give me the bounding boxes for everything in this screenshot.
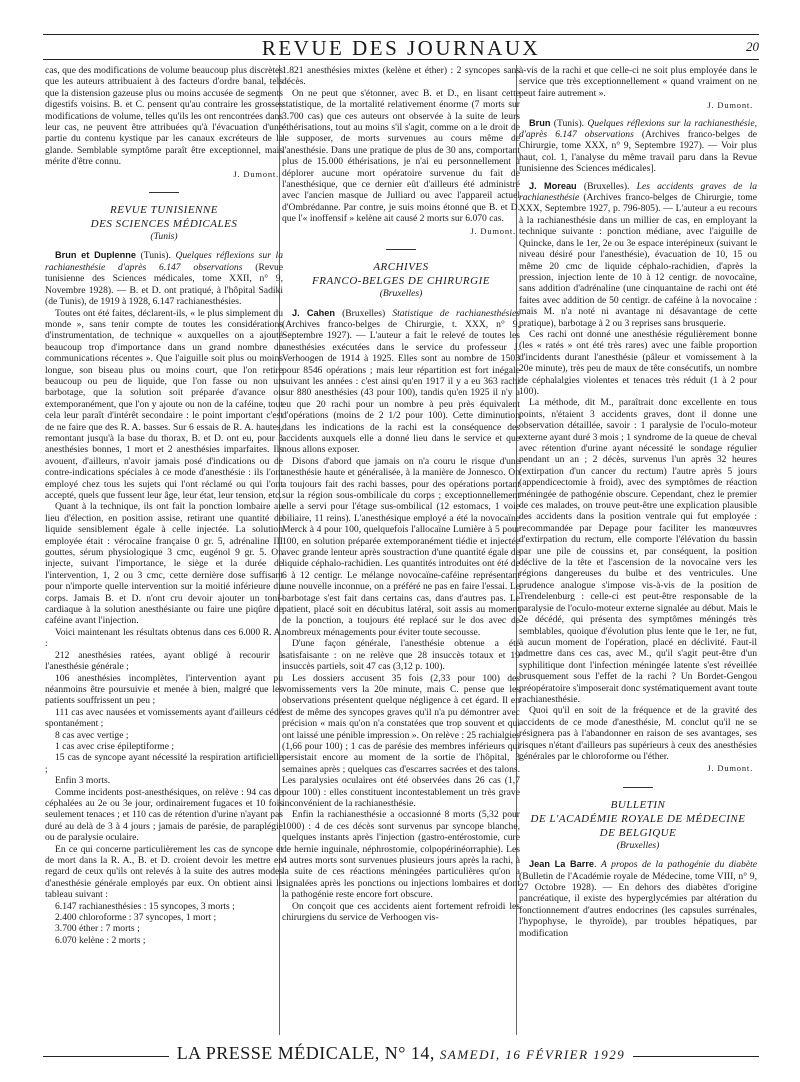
author-signature: J. Dumont. [707, 763, 753, 774]
section-location: (Bruxelles) [616, 839, 660, 851]
article-reference: (Archives franco-belges de Chirurgie, tome XXX, Septembre 1927, p. 796-805). — L'auteur a eu recours à la rachianesthésie dans un millier de cas, en employant la technique suivante : ponction médiane, avec l'aiguille de Quincke, dans le 1er, 2e ou 3e espace interépineux (suivant le niveau désiré pour l'anesthésie), évacuation de 10, 15 ou même 20 cmc de liquide céphalo-rachidien, d'après la pression, injection lente de 10 à 12 centigr. de novocaïne, sans addition d'adrénaline (une cinquantaine de rachi ont été faites avec addition de 50 centigr. de caféine à la novocaïne : mais M. n'a noté ni avantage ni désavantage de cette pratique), barbotage à 2 ou 3 reprises sans brusquerie. [519, 192, 757, 329]
paragraph: Voici maintenant les résultats obtenus dans ces 6.000 R. A. : [45, 626, 283, 650]
paragraph: 212 anesthésies ratées, ayant obligé à recourir à l'anesthésie générale ; [45, 649, 283, 673]
article-reference: (Bulletin de l'Académie royale de Médecine, tome VIII, n° 9, 27 Octobre 1928). — En dehors des diabètes d'origine pancréatique, il existe des hyperglycémies par altération du fonctionnement d'autres endocrines (les capsules surrénales, l'hypophyse, le thyroïde), par troubles hépatiques, par modification [519, 870, 757, 939]
section-heading: BULLETIN [610, 798, 666, 811]
paragraph: On ne peut que s'étonner, avec B. et D., en lisant cette statistique, de la mortalité relativement énorme (7 morts sur 3.700 cas) que ces auteurs ont observée à la suite de leurs éthérisations, tout au moins s'il s'agit, comme on a le droit de le supposer, de morts survenues au cours même de l'anesthésie. Dans une pratique de plus de 30 ans, comportant plus de 15.000 éthérisations, je n'ai eu personnellement à déplorer aucune mort opératoire survenue du fait de l'anesthésique, que ce dernier eût d'ailleurs été administré avec l'ancien masque de Julliard ou avec l'appareil actuel d'Ombrédanne. Par contre, je suis moins étonné que B. et D. que l'« inoffensif » kelène ait causé 2 morts sur 6.070 cas. [282, 87, 520, 225]
article-abstract [519, 118, 757, 175]
section-heading-line-3: DE BELGIQUE [599, 826, 677, 839]
paragraph: Enfin 3 morts. [55, 775, 111, 787]
article-title: Quelques réflexions sur la rachianesthésie, d'après 6.147 observations [519, 117, 757, 141]
section-location: (Bruxelles) [379, 288, 423, 300]
section-location: (Tunis) [150, 231, 178, 243]
section-heading-line-2: FRANCO-BELGES DE CHIRURGIE [312, 275, 490, 288]
footer-journal: LA PRESSE MÉDICALE, N° 14, [176, 1043, 435, 1063]
section-separator [386, 249, 416, 250]
paragraph: Enfin la rachianesthésie a occasionné 8 morts (5,32 pour 1000) : 4 de ces décès sont survenus par syncope blanche, quelques instants après l'injection (gastro-entérostomie, cure de hernie inguinale, néphrostomie, colpopérinéorraphie). Les 4 autres morts sont survenues plusieurs jours après la rachi, à la suite de ces réactions méningées particulières qu'on a signalées après les ponctions ou injections lombaires et dont la pathogénie reste encore fort obscure. [282, 809, 520, 901]
paragraph: Disons d'abord que jamais on n'a couru le risque d'une anesthésie haute et généralisée, à la manière de Jonnesco. On a toujours fait des rachi basses, pour des opérations portant sur la région sous-ombilicale du corps ; exceptionnellement elle a servi pour l'étage sus-ombilical (12 estomacs, 1 voie biliaire, 11 reins). L'anesthésique employé a été la novocaïne Merck à 4 pour 100, quelquefois l'allocaïne Lumière à 5 pour 100, en solution préparée extemporanément tiédie et injectée avec grande lenteur après soustraction d'une quantité égale de liquide céphalo-rachidien. Les quantités introduites ont été de 6 à 12 centigr. Le mélange novocaïne-caféine représentant une nouvelle inconnue, on a préféré ne pas en faire l'essai. Le barbotage s'est fait dans certains cas, dans d'autres pas. Le patient, placé soit en décubitus latéral, soit assis au moment de la ponction, a toujours été replacé sur le dos avec de nombreux ménagements pour éviter toute secousse. [282, 455, 520, 638]
table-line: 3.700 éther : 7 morts ; [55, 923, 140, 935]
section-heading: REVUE TUNISIENNE [110, 204, 218, 217]
header-bottom-rule [43, 59, 759, 60]
table-line: 2.400 chloroforme : 37 syncopes, 1 mort ; [55, 912, 217, 924]
article-place: . [594, 859, 601, 871]
article-reference: (Archives franco-belges de Chirurgie, t. XXX, n° 9, Septembre 1927). — L'auteur a fait le relevé de toutes les anesthésies exécutées dans le service du professeur J. Verhoogen de 1914 à 1925. Elles sont au nombre de 1503 pour 8546 opérations ; mais leur répartition est fort inégale suivant les années : c'est ainsi qu'en 1917 il y a eu 363 rachi sur 880 anesthésies (43 pour 100), tandis qu'en 1925 il n'y a eu que 20 rachi pour un nombre à peu près équivalent d'opérations (moins de 2 1/2 pour 100). Cette diminution dans les indications de la rachi est la conséquence des accidents auxquels elle a donné lieu dans le service et que nous allons exposer. [282, 318, 520, 456]
section-separator [623, 787, 653, 788]
paragraph: Quoi qu'il en soit de la fréquence et de la gravité des accidents de ce mode d'anesthésie, M. conclut qu'il ne se résignera pas à l'abandonner en raison de ses avantages, ses risques n'étant d'ailleurs pas supérieurs à ceux des anesthésies générales par le chloroforme ou l'éther. [519, 705, 757, 762]
paragraph: En ce qui concerne particulièrement les cas de syncope et de mort dans la R. A., B. et D. croient devoir les mettre en regard de ceux qu'ils ont relevés à la suite des autres modes d'anesthésie générale employés par eux. On obtient ainsi le tableau suivant : [45, 843, 283, 901]
page-number: 20 [746, 39, 759, 54]
column-2 [282, 65, 520, 1035]
article-title: Quelques réflexions sur la rachianesthésie d'après 6.147 observations [45, 250, 283, 273]
paragraph: D'une façon générale, l'anesthésie obtenue a été satisfaisante : on ne relève que 28 insuccès totaux et 19 insuccès partiels, soit 47 cas (3,12 p. 100). [282, 638, 520, 673]
paragraph: Ces rachi ont donné une anesthésie régulièrement bonne (les « ratés » ont été très rares) avec une faible proportion d'incidents durant l'anesthésie (pâleur et vomissement à la 20e minute), très peu de maux de tête consécutifs, un nombre de céphalalgies violentes et tenaces très réduit (1 à 2 pour 100). [519, 328, 757, 397]
section-heading-line-2: DE L'ACADÉMIE ROYALE DE MÉDECINE [530, 812, 746, 825]
journal-section-title: REVUE DES JOURNAUX [261, 36, 541, 60]
author-signature: J. Dumont. [470, 225, 516, 236]
paragraph: Les dossiers accusent 35 fois (2,33 pour 100) des vomissements vers la 20e minute, mais C. pense que les observations présentent quelque négligence à cet égard. Il en est de même des syncopes graves qu'il n'a pu démontrer avec précision « mais qu'on n'a constatées que trop souvent et qui ont laissé une pénible impression ». On relève : 25 rachialgies (1,66 pour 100) ; 1 cas de parésie des membres inférieurs qui persistait encore au moment de la sortie de l'hôpital, 3 semaines après ; quelques cas d'escarres sacrées et des talons. Les paralysies oculaires ont été observées dans 26 cas (1,7 pour 100) : elles constituent incontestablement un très grave inconvénient de la rachianesthésie. [282, 672, 520, 809]
article-title: Statistique de rachianesthésies [392, 307, 520, 319]
paragraph: La méthode, dit M., paraîtrait donc excellente en tous points, n'étaient 3 accidents graves, dont il donne une observation détaillée, savoir : 1 paralysie de l'oculo-moteur externe ayant duré 3 mois ; 1 syndrome de la queue de cheval avec rétention d'urine ayant nécessité le sondage régulier pendant un an ; 2 décès, survenus l'un après 32 heures (extirpation d'un cancer du rectum) l'autre après 5 jours (appendicectomie à froid), avec des symptômes de réaction méningée de pathogénie obscure. Cependant, chez le premier de ces malades, on trouve peut-être une explication plausible des accidents dans la position ventrale qui fut employée : recommandée par Depage pour faciliter les manœuvres d'extirpation du rectum, elle comporte l'élévation du bassin par une pile de coussins et, par conséquent, la position déclive de la tête et l'ascension de la novocaïne vers les régions dangereuses du bulbe et des ventricules. Une prudence analogue s'impose vis-à-vis de la position de Trendelenburg : celle-ci est peut-être responsable de la paralysie de l'oculo-moteur externe signalée au début. Mais le 2e décédé, qui présenta des symptômes méningés très semblables, quoique d'évolution plus lente que le 1er, ne fut, à aucun moment de l'opération, placé en déclivité. Faut-il admettre dans ces cas, avec M., qu'il s'agit peut-être d'un syphilitique dont l'infection méningée latente s'est réveillée brusquement sous l'effet de la rachi ? Un Bordet-Gengou préopératoire s'imposerait donc systématiquement avant toute rachianesthésie. [519, 397, 757, 705]
article-place: (Bruxelles) [334, 307, 393, 319]
table-line: 6.070 kelène : 2 morts ; [55, 934, 146, 946]
paragraph: On conçoit que ces accidents aient fortement refroidi les chirurgiens du service de Verhoogen vis- [282, 900, 520, 924]
paragraph: à-vis de la rachi et que celle-ci ne soit plus employée dans le service que très exceptionnellement « quand vraiment on ne peut faire autrement ». [519, 65, 757, 99]
section-heading-line-2: DES SCIENCES MÉDICALES [90, 218, 238, 231]
section-heading: ARCHIVES [373, 261, 429, 274]
article-authors: Jean La Barre [529, 859, 595, 870]
paragraph: Quant à la technique, ils ont fait la ponction lombaire au lieu d'élection, en position assise, retirant une quantité de liquide sensiblement égale à celle injectée. La solution employée était : vérocaïne française 0 gr. 5, adrénaline III gouttes, sérum physiologique 3 cmc, eugénol 9 gr. 5. On injecte, suivant l'importance, le siège et la durée de l'intervention, 1, 2 ou 3 cmc, cette dernière dose suffisant pour n'importe quelle intervention sur la moitié inférieure du corps. Jamais B. et D. n'ont cru devoir ajouter un toni-cardiaque à la solution anesthésiante ou faire une piqûre de caféine avant l'injection. [45, 501, 283, 627]
article-abstract [45, 250, 283, 307]
paragraph: 1.821 anesthésies mixtes (kelène et éther) : 2 syncopes sans décès. [282, 65, 520, 88]
article-authors: Brun et Duplenne [55, 250, 136, 261]
article-title: Les accidents graves de la rachianesthésie [519, 180, 757, 204]
article-place: (Tunis). [550, 117, 588, 129]
article-reference: (Revue tunisienne des Sciences médicales, tome XXII, n° 9, Novembre 1928). — B. et D. ont pratiqué, à l'hôpital Sadiki (de Tunis), de 1919 à 1928, 6.147 rachianesthésies. [45, 261, 283, 308]
paragraph: 15 cas de syncope ayant nécessité la respiration artificielle ; [45, 752, 283, 775]
article-abstract [519, 181, 757, 329]
article-abstract [519, 859, 757, 939]
section-separator [149, 192, 179, 193]
author-signature: J. Dumont. [707, 100, 753, 111]
footer-text [43, 1043, 759, 1064]
paragraph: cas, que des modifications de volume beaucoup plus discrètes que les auteurs attribuaient à des facteurs d'ordre banal, tels que la distension gazeuse plus ou moins accusée de segments digestifs voisins. B. et C. pensent qu'au contraire les grosses modifications de volume, telles qu'ils les ont rencontrées dans leur cas, ne peuvent être attribuées qu'à l'évacuation d'une partie du contenu kystique par les canaux excréteurs de la glande. Semblable symptôme paraît être exceptionnel, mais mérite d'être connu. [45, 65, 283, 168]
page-footer [43, 1040, 759, 1070]
paragraph: 1 cas avec crise épileptiforme ; [55, 740, 175, 752]
footer-date: SAMEDI, 16 FÉVRIER 1929 [439, 1047, 626, 1062]
paragraph: 8 cas avec vertige ; [55, 729, 129, 741]
article-place: (Bruxelles). [576, 180, 637, 192]
footer-inner [169, 1043, 634, 1064]
paragraph: 111 cas avec nausées et vomissements ayant d'ailleurs cédé spontanément ; [45, 706, 283, 730]
article-title: A propos de la pathogénie du diabète [600, 859, 757, 871]
paragraph: Comme incidents post-anesthésiques, on relève : 94 cas de céphalées au 2e ou 3e jour, ordinairement fugaces et 10 fois seulement tenaces ; et 110 cas de rétention d'urine n'ayant pas duré au delà de 3 à 4 jours ; jamais de parésie, de paraplégie ou de paralysie oculaire. [45, 786, 283, 844]
article-reference: (Archives franco-belges de Chirurgie, tome XXX, n° 9, Septembre 1927). — Voir plus haut, col. 1, l'analyse du même travail paru dans la Revue tunisienne des Sciences médicales]. [519, 129, 757, 175]
column-1 [45, 65, 283, 1035]
paragraph: 106 anesthésies incomplètes, l'intervention ayant pu néanmoins être poursuivie et menée à bien, malgré que les patients souffrissent un peu ; [45, 672, 283, 707]
article-place: (Tunis). [135, 250, 176, 262]
article-abstract [282, 308, 520, 456]
page-header [43, 30, 759, 60]
paragraph: Toutes ont été faites, déclarent-ils, « le plus simplement du monde », sans tenir compte de toutes les considérations d'instrumentation, de technique « auxquelles on a ajouté beaucoup trop d'importance dans un grand nombre de communications récentes ». Que l'aiguille soit plus ou moins longue, son biseau plus ou moins court, que l'on retire beaucoup ou peu de liquide, que l'on fasse ou non un barbotage, que la solution soit préparée d'avance ou extemporanément, que l'on y ajoute ou non de la caféine, tout cela leur paraît d'intérêt secondaire : le point important c'est de ne faire que des R. A. basses. Sur 6 essais de R. A. hautes, remontant jusqu'à la base du thorax, B. et D. ont eu, pour 3 anesthésies bonnes, 1 mort et 2 anesthésies imparfaites. Ils avouent, d'ailleurs, n'avoir jamais posé d'indications ou de contre-indications spéciales à ce mode d'anesthésie : ils l'ont employé chez tous les sujets qui l'ont réclamé ou qui l'ont accepté, quels que fussent leur âge, leur état, leur tension, etc. [45, 307, 283, 501]
column-3 [519, 65, 757, 1035]
article-authors: J. Cahen [292, 307, 335, 318]
header-top-rule [43, 34, 759, 35]
author-signature: J. Dumont. [233, 168, 279, 179]
article-authors: J. Moreau [529, 180, 577, 191]
table-line: 6.147 rachianesthésies : 15 syncopes, 3 morts ; [55, 900, 235, 912]
article-authors: Brun [529, 117, 551, 128]
